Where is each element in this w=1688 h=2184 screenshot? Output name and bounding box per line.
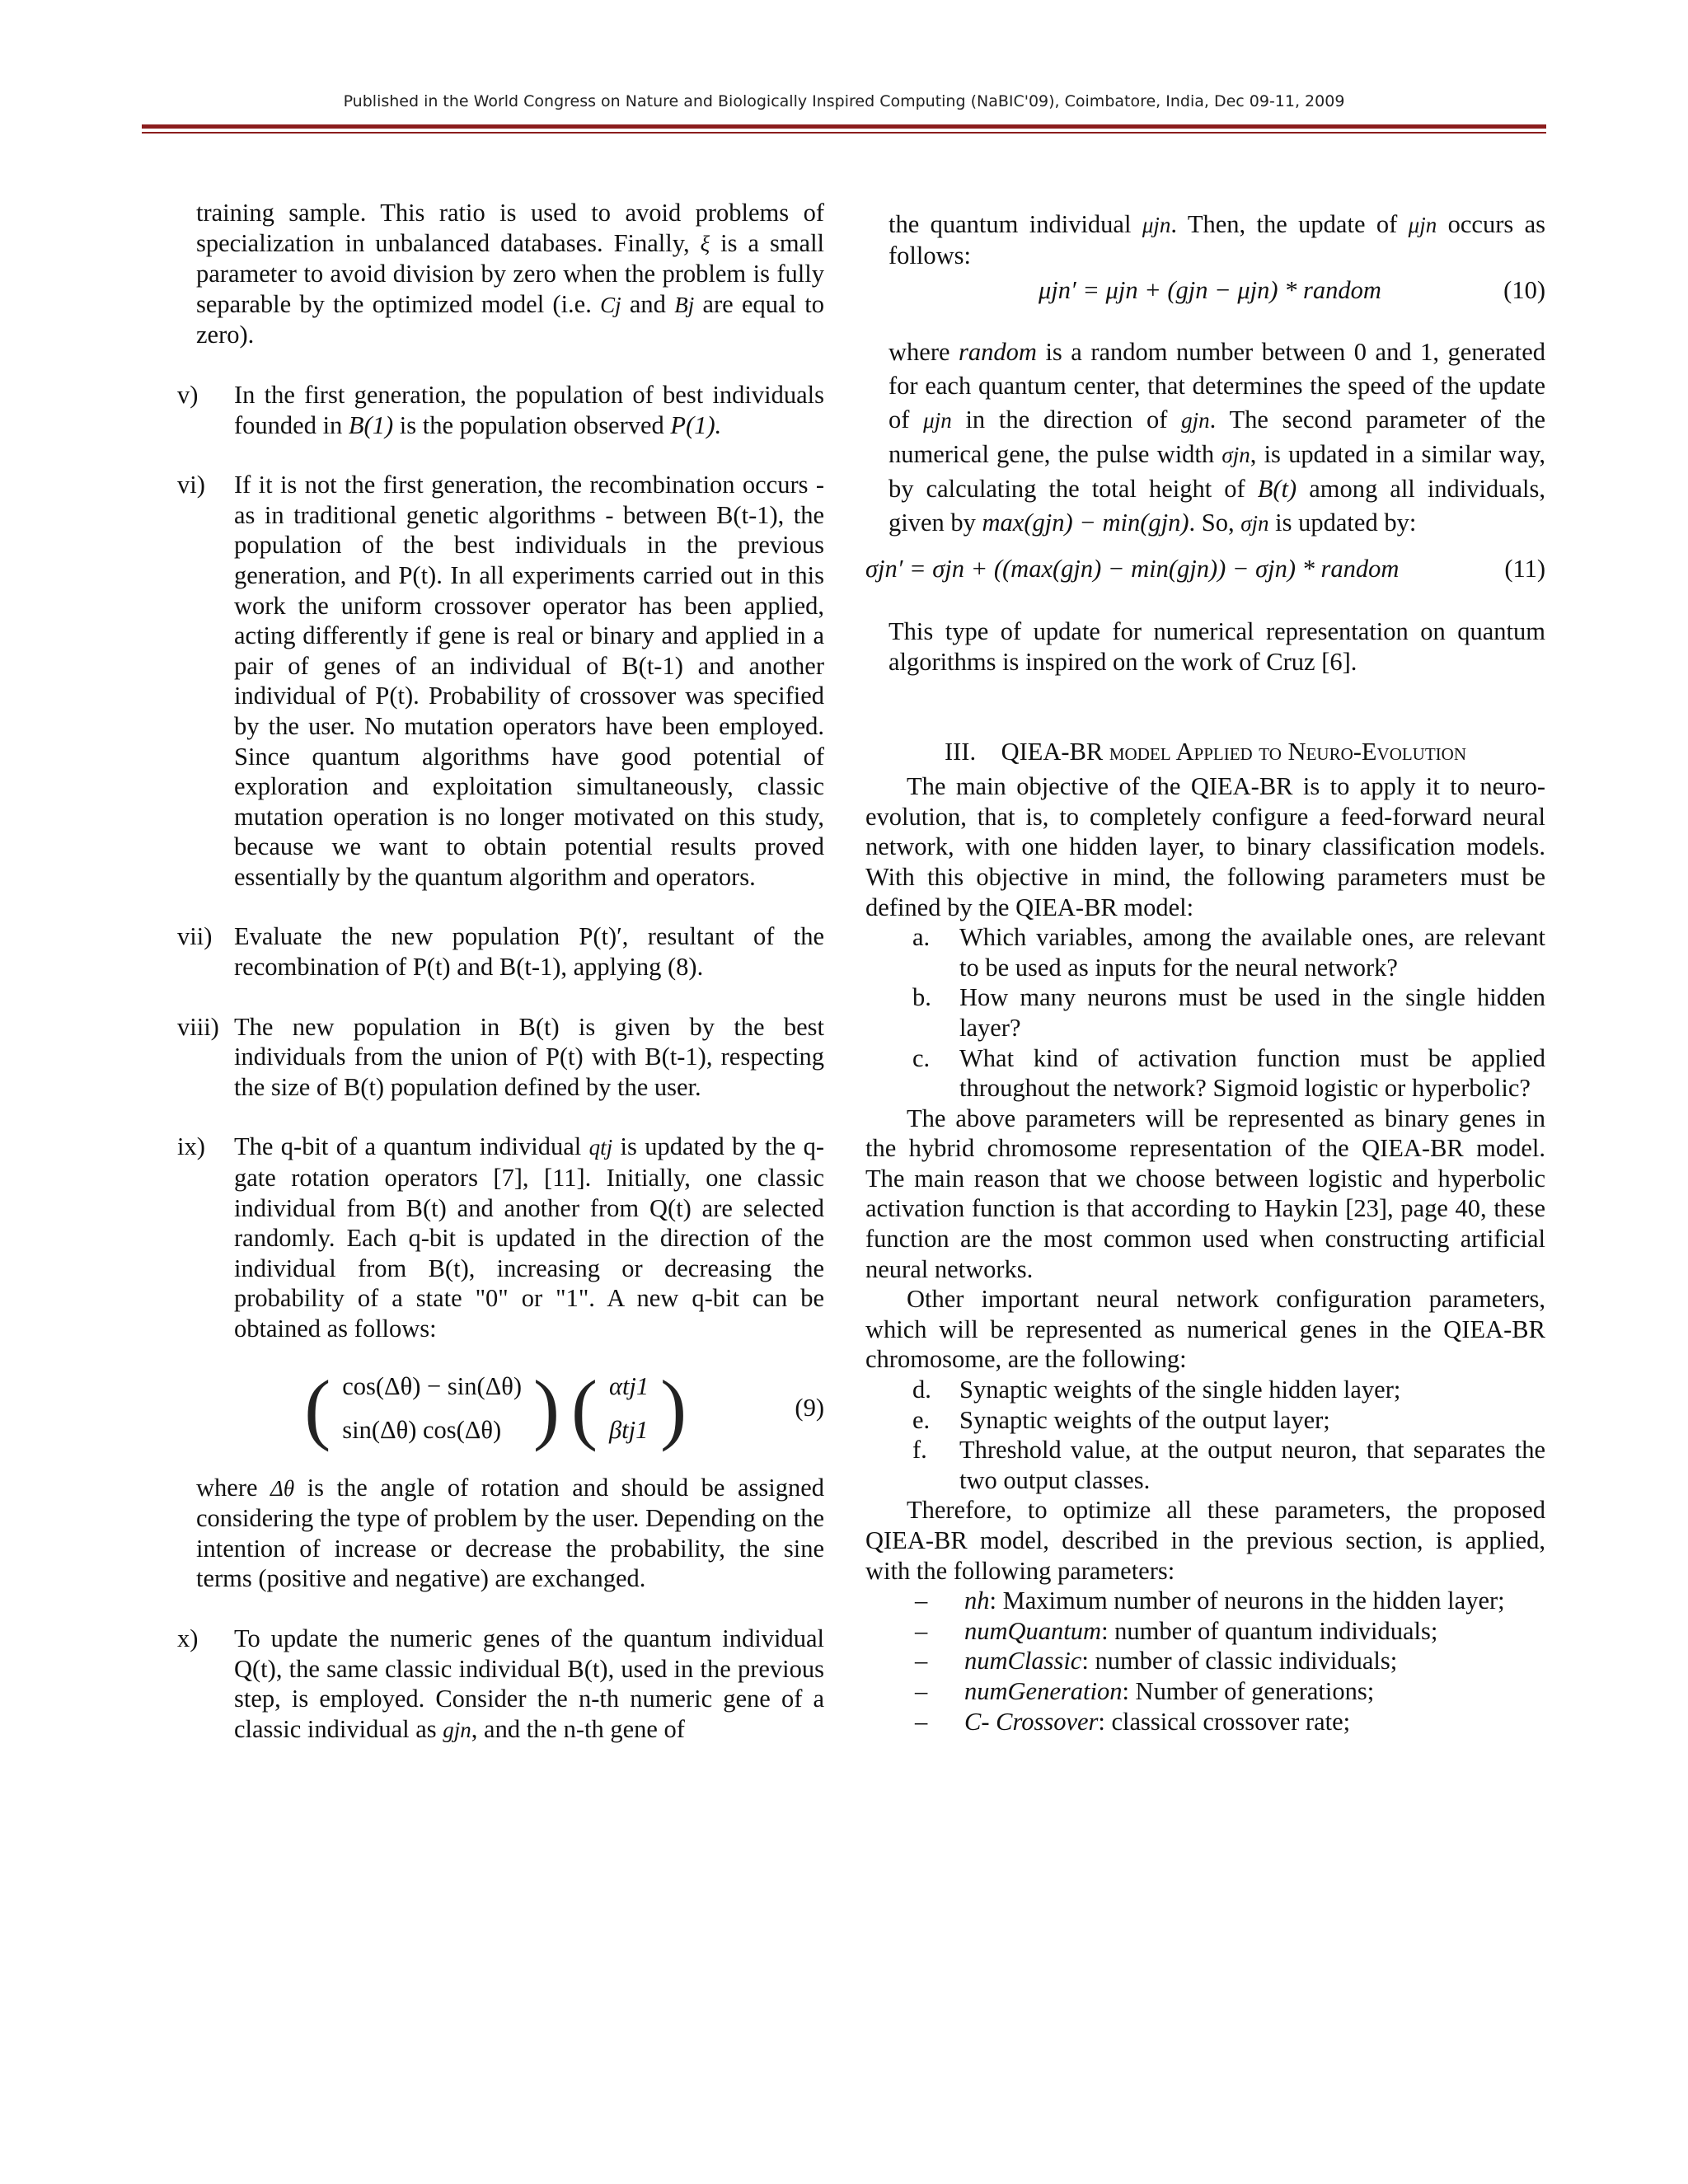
right-column — [865, 198, 1545, 1736]
paragraph-quantum-individual: the quantum individual μjn. Then, the update of μjn occurs as follows: — [889, 210, 1546, 269]
mu-symbol: μjn — [1142, 213, 1171, 237]
item-number: vii) — [177, 922, 213, 951]
list-item — [865, 982, 1545, 1043]
parameter-list-numerical — [865, 1375, 1545, 1495]
item-number: ix) — [177, 1132, 205, 1161]
matrix-row-1: cos(Δθ) − sin(Δθ) — [342, 1372, 523, 1400]
list-text: Which variables, among the available ones, are relevant to be used as inputs for the neural network? — [959, 923, 1545, 982]
equation-10 — [865, 275, 1545, 306]
list-label: f. — [912, 1436, 927, 1465]
xi-symbol: ξ — [700, 231, 710, 256]
sigma-symbol: σjn — [1240, 510, 1269, 536]
list-text: Synaptic weights of the output layer; — [959, 1405, 1330, 1434]
list-item — [865, 1646, 1545, 1676]
list-text: : number of quantum individuals; — [1101, 1616, 1438, 1645]
beta-term: βtj1 — [608, 1415, 649, 1444]
item-number: x) — [177, 1624, 199, 1652]
equation-body: μjn′ = μjn + (gjn − μjn) * random — [1039, 276, 1381, 305]
item-number: viii) — [177, 1012, 219, 1041]
cj-symbol: Cj — [600, 292, 621, 317]
list-item — [865, 1375, 1545, 1405]
q-symbol: qtj — [588, 1135, 613, 1160]
bj-symbol: Bj — [674, 292, 695, 317]
g-jn-symbol: gjn — [1181, 407, 1210, 433]
delta-theta-symbol: Δθ — [270, 1475, 295, 1501]
paragraph-objective: The main objective of the QIEA-BR is to apply it to neuro-evolution, that is, to completely configure a feed-forward neural network, with one hidden layer, to binary classification models. With this objective in mind, the following parameters must be defined by the QIEA-BR model: — [865, 772, 1545, 921]
list-label: a. — [912, 923, 931, 952]
list-text: : number of classic individuals; — [1081, 1647, 1398, 1675]
list-label: b. — [912, 983, 931, 1012]
equation-9 — [177, 1363, 824, 1452]
list-item-x: x) To update the numeric genes of the quantum individual Q(t), the same classic individual B(t), used in the previous step, is employed. Consider the n-th numeric gene of a classic individual as gjn, and the n-th gene of — [177, 1624, 824, 1745]
item-number: vi) — [177, 471, 205, 499]
list-item-vi — [177, 470, 824, 892]
parameter-term: nh — [964, 1586, 990, 1615]
paragraph-ratio: training sample. This ratio is used to avoid problems of specialization in unbalanced databases. Finally, ξ is a small parameter to avoid division by zero when the problem is fully separable by the optimized model (i.e. Cj and Bj are equal to zero). — [196, 199, 825, 349]
section-number: III. — [944, 737, 977, 766]
left-column — [177, 198, 824, 1745]
list-text: How many neurons must be used in the single hidden layer? — [959, 983, 1545, 1042]
parameter-term: C- Crossover — [964, 1707, 1099, 1736]
list-label: c. — [912, 1043, 931, 1072]
list-label: – — [915, 1676, 928, 1705]
sigma-symbol: σjn — [1221, 442, 1250, 467]
equation-number: (9) — [795, 1394, 824, 1422]
list-text: : Maximum number of neurons in the hidden layer; — [989, 1586, 1505, 1615]
equation-number: (11) — [1504, 554, 1545, 583]
list-item-vii — [177, 921, 824, 982]
max-min-expression: max(gjn) − min(gjn) — [982, 508, 1189, 537]
header-rule-thin — [142, 132, 1546, 134]
paragraph-angle: where Δθ is the angle of rotation and should be assigned considering the type of problem by the user. Depending on the intention of increase or decrease the probability, the sine terms (positive and negative) are exchanged. — [196, 1473, 825, 1593]
list-item — [865, 1435, 1545, 1495]
list-item — [865, 1616, 1545, 1647]
paragraph-numerical-genes: Other important neural network configuration parameters, which will be represented as numerical genes in the QIEA-BR chromosome, are the following: — [865, 1285, 1545, 1374]
rotation-matrix: ( cos(Δθ) − sin(Δθ) sin(Δθ) cos(Δθ) ) ( αtj1 βtj1 ) — [304, 1363, 687, 1452]
mu-symbol: μjn — [923, 407, 952, 433]
mu-symbol: μjn — [1408, 213, 1437, 237]
list-label: e. — [912, 1405, 931, 1434]
paragraph-optimize: Therefore, to optimize all these parameters, the proposed QIEA-BR model, described in the previous section, is applied, with the following parameters: — [865, 1496, 1545, 1585]
list-item — [865, 1707, 1545, 1737]
item-text: Evaluate the new population P(t)′, resultant of the recombination of P(t) and B(t-1), applying (8). — [234, 922, 824, 982]
list-text: Threshold value, at the output neuron, that separates the two output classes. — [959, 1436, 1545, 1494]
equation-11 — [865, 554, 1545, 584]
section-title: QIEA-BR model Applied to Neuro-Evolution — [1001, 737, 1467, 766]
list-label: d. — [912, 1376, 931, 1404]
equation-body: σjn′ = σjn + ((max(gjn) − min(gjn)) − σjn) * random — [865, 554, 1400, 583]
parameter-term: numQuantum — [964, 1616, 1102, 1645]
list-label: – — [915, 1616, 928, 1645]
item-text: If it is not the first generation, the recombination occurs - as in traditional genetic algorithms - between B(t-1), the population of the best individuals in the previous generation, and P(t). In all experiments carried out in this work the uniform crossover operator has been applied, acting differently if gene is real or binary and applied in a pair of genes of an individual of B(t-1) and another individual of P(t). Probability of crossover was specified by the user. No mutation operators have been employed. Since quantum algorithms have good potential of exploration and exploitation simultaneously, classic mutation operation is no longer motivated on this study, because we want to obtain potential results proved essentially by the quantum algorithm and operators. — [234, 471, 824, 891]
list-item-ix: ix) The q-bit of a quantum individual qtj is updated by the q-gate rotation operators [7], [11]. Initially, one classic individual from B(t) and another from Q(t) are selected randomly. Each q-bit is updated in the direction of the individual from B(t), increasing or decreasing the probability of a state "0" or "1". A new q-bit can be obtained as follows: — [177, 1132, 825, 1343]
list-text: Synaptic weights of the single hidden layer; — [959, 1376, 1401, 1404]
running-header: Published in the World Congress on Nature and Biologically Inspired Computing (NaBIC'09), Coimbatore, India, Dec 09-11, 2009 — [343, 92, 1345, 110]
g-jn-symbol: gjn — [443, 1717, 471, 1742]
section-heading — [865, 737, 1545, 767]
model-parameter-list — [865, 1586, 1545, 1736]
item-number: v) — [177, 380, 199, 409]
list-label: – — [915, 1707, 928, 1736]
list-text: : Number of generations; — [1122, 1676, 1375, 1705]
matrix-row-2: sin(Δθ) cos(Δθ) — [342, 1415, 502, 1444]
alpha-term: αtj1 — [608, 1372, 649, 1400]
paragraph-cruz: This type of update for numerical representation on quantum algorithms is inspired on the work of Cruz [6]. — [889, 617, 1545, 676]
item-text: The new population in B(t) is given by the best individuals from the union of P(t) with B(t-1), respecting the size of B(t) population defined by the user. — [234, 1012, 824, 1101]
list-text: : classical crossover rate; — [1098, 1707, 1351, 1736]
equation-number: (10) — [1503, 276, 1545, 305]
list-item — [865, 1676, 1545, 1707]
header-rule-thick — [142, 124, 1546, 129]
parameter-term: numGeneration — [964, 1676, 1123, 1705]
paragraph-binary-genes: The above parameters will be represented as binary genes in the hybrid chromosome representation of the QIEA-BR model. The main reason that we choose between logistic and hyperbolic activation function is that according to Haykin [23], page 40, these function are the most common used when constructing artificial neural networks. — [865, 1104, 1545, 1283]
list-label: – — [915, 1586, 928, 1615]
list-label: – — [915, 1647, 928, 1675]
list-item — [865, 1586, 1545, 1616]
list-item-v: v) In the first generation, the population of best individuals founded in B(1) is the population observed P(1). — [177, 380, 824, 439]
list-item — [865, 922, 1545, 982]
list-text: What kind of activation function must be applied throughout the network? Sigmoid logistic or hyperbolic? — [959, 1043, 1545, 1103]
list-item-viii — [177, 1012, 824, 1103]
list-item — [865, 1043, 1545, 1104]
paragraph-random: where random is a random number between 0 and 1, generated for each quantum center, that determines the speed of the update of μjn in the direction of gjn. The second parameter of the numerical gene, the pulse width σjn, is updated in a similar way, by calculating the total height of B(t) among all individuals, given by max(gjn) − min(gjn). So, σjn is updated by: — [889, 337, 1546, 537]
parameter-list-binary — [865, 922, 1545, 1104]
list-item — [865, 1405, 1545, 1436]
parameter-term: numClassic — [964, 1647, 1082, 1675]
